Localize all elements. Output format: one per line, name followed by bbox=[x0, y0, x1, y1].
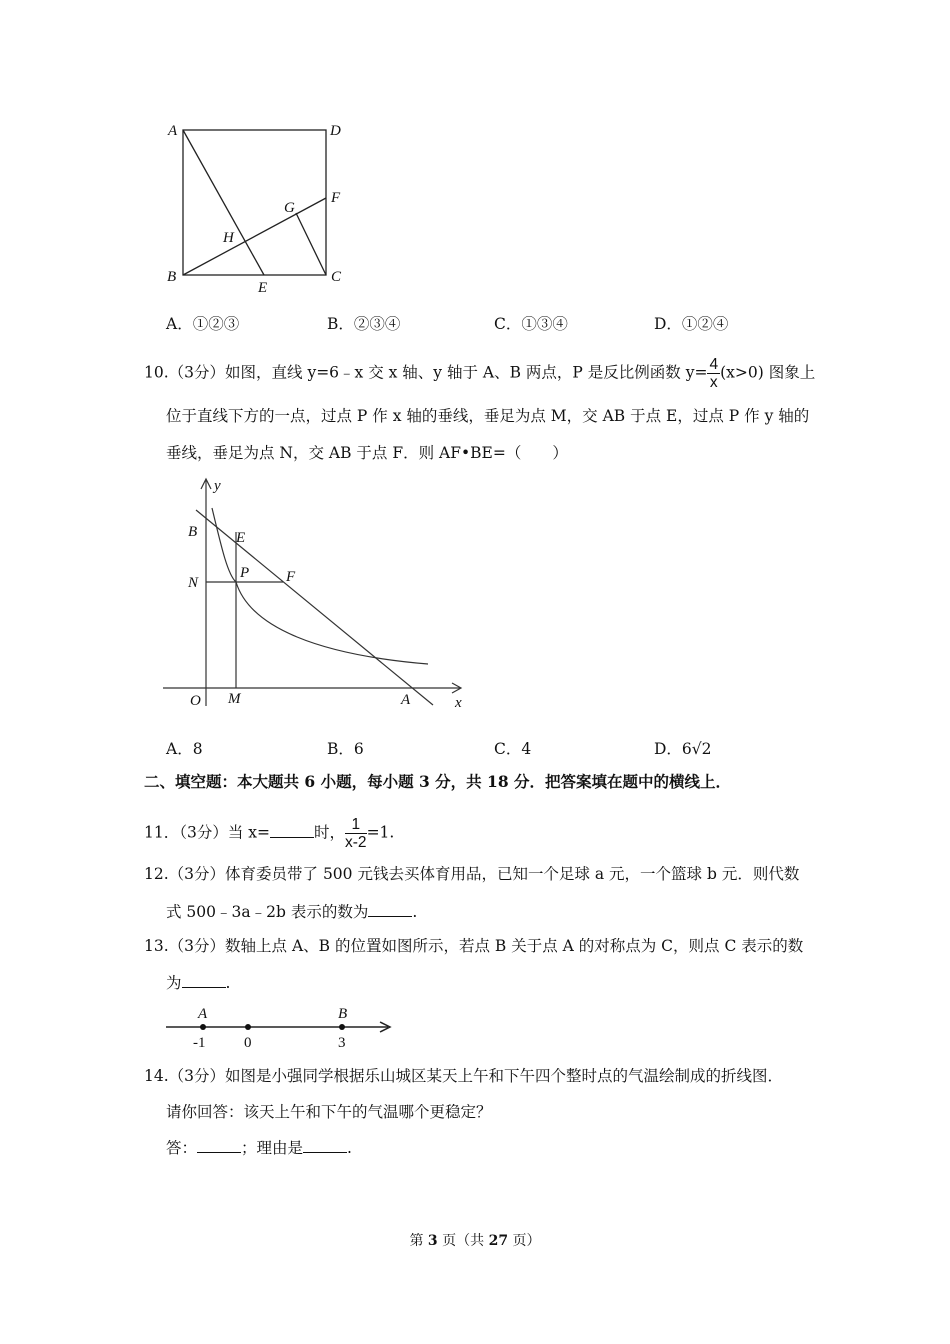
graph-figure bbox=[163, 479, 461, 706]
label-e2: E bbox=[236, 530, 246, 546]
answer-blank[interactable] bbox=[197, 1138, 241, 1153]
q14-line3: 答： ；理由是 . bbox=[166, 1139, 352, 1157]
q9-option-d[interactable]: D．①②④ bbox=[654, 315, 729, 333]
label-n: N bbox=[188, 575, 199, 591]
label-y: y bbox=[214, 478, 221, 494]
label-h: H bbox=[223, 230, 234, 246]
label-c: C bbox=[331, 269, 342, 285]
label-b2: B bbox=[188, 524, 198, 540]
q10-fraction: $\frac{4}{x}$ bbox=[709, 356, 719, 391]
q10-option-a[interactable]: A．8 bbox=[166, 740, 203, 758]
square-abcd bbox=[183, 130, 326, 275]
point-zero bbox=[245, 1024, 251, 1030]
page-footer: 第 3 页（共 27 页） bbox=[409, 1233, 541, 1249]
numline-label-b: B bbox=[338, 1006, 348, 1022]
q14-line2: 请你回答：该天上午和下午的气温哪个更稳定？ bbox=[166, 1103, 492, 1121]
tick-3: 3 bbox=[338, 1035, 346, 1051]
q10-line3: 垂线，垂足为点 N，交 AB 于点 F．则 AF•BE=（ ） bbox=[166, 444, 568, 462]
section-2-heading: 二、填空题：本大题共 6 小题，每小题 3 分，共 18 分．把答案填在题中的横线上． bbox=[144, 772, 732, 791]
q9-option-b[interactable]: B．②③④ bbox=[327, 315, 401, 333]
q9-option-c[interactable]: C．①③④ bbox=[494, 315, 568, 333]
answer-blank[interactable] bbox=[182, 973, 226, 988]
label-f2: F bbox=[286, 569, 296, 585]
square-figure bbox=[183, 130, 326, 275]
label-g: G bbox=[284, 200, 295, 216]
label-a: A bbox=[168, 123, 178, 139]
numline-label-a: A bbox=[198, 1006, 208, 1022]
q10-line2: 位于直线下方的一点，过点 P 作 x 轴的垂线，垂足为点 M，交 AB 于点 E，过点 P 作 y 轴的 bbox=[166, 407, 810, 425]
point-b bbox=[339, 1024, 345, 1030]
q14-line1: 14.（3分）如图是小强同学根据乐山城区某天上午和下午四个整时点的气温绘制成的折线图． bbox=[144, 1067, 784, 1085]
q13-line2: 为 . bbox=[166, 974, 231, 992]
tick-neg1: -1 bbox=[193, 1035, 206, 1051]
q11: 11．（3分）当 x= 时， $\frac{1}{x-2}$ =1. bbox=[144, 816, 395, 851]
segment-gc bbox=[296, 213, 326, 275]
label-a2: A bbox=[401, 692, 411, 708]
label-x: x bbox=[455, 695, 462, 711]
answer-blank[interactable] bbox=[368, 902, 412, 917]
q13-line1: 13.（3分）数轴上点 A、B 的位置如图所示，若点 B 关于点 A 的对称点为 C，则点 C 表示的数 bbox=[144, 937, 804, 955]
label-b: B bbox=[167, 269, 177, 285]
q11-fraction: $\frac{1}{x-2}$ bbox=[345, 816, 367, 851]
label-f: F bbox=[331, 190, 341, 206]
q10-option-b[interactable]: B．6 bbox=[327, 740, 364, 758]
answer-blank[interactable] bbox=[303, 1138, 347, 1153]
segment-bf bbox=[183, 198, 326, 275]
q9-option-a[interactable]: A．①②③ bbox=[166, 315, 240, 333]
label-p: P bbox=[240, 565, 250, 581]
q10-option-d[interactable]: D．6√2 bbox=[654, 740, 712, 758]
label-e: E bbox=[258, 280, 268, 296]
q12-line2: 式 500﹣3a﹣2b 表示的数为 . bbox=[166, 903, 418, 921]
q10-option-c[interactable]: C．4 bbox=[494, 740, 532, 758]
tick-0: 0 bbox=[244, 1035, 252, 1051]
label-m: M bbox=[228, 691, 241, 707]
label-o: O bbox=[190, 693, 201, 709]
number-line bbox=[166, 1022, 390, 1032]
answer-blank[interactable] bbox=[270, 823, 314, 838]
line-ab bbox=[196, 510, 433, 705]
label-d: D bbox=[330, 123, 341, 139]
point-a bbox=[200, 1024, 206, 1030]
q12-line1: 12.（3分）体育委员带了 500 元钱去买体育用品，已知一个足球 a 元，一个篮球 b 元．则代数 bbox=[144, 865, 800, 883]
q10-line1: 10.（3分）如图，直线 y=6﹣x 交 x 轴、y 轴于 A、B 两点，P 是反比例函数 y= $\frac{4}{x}$ (x>0) 图象上 bbox=[144, 356, 816, 391]
